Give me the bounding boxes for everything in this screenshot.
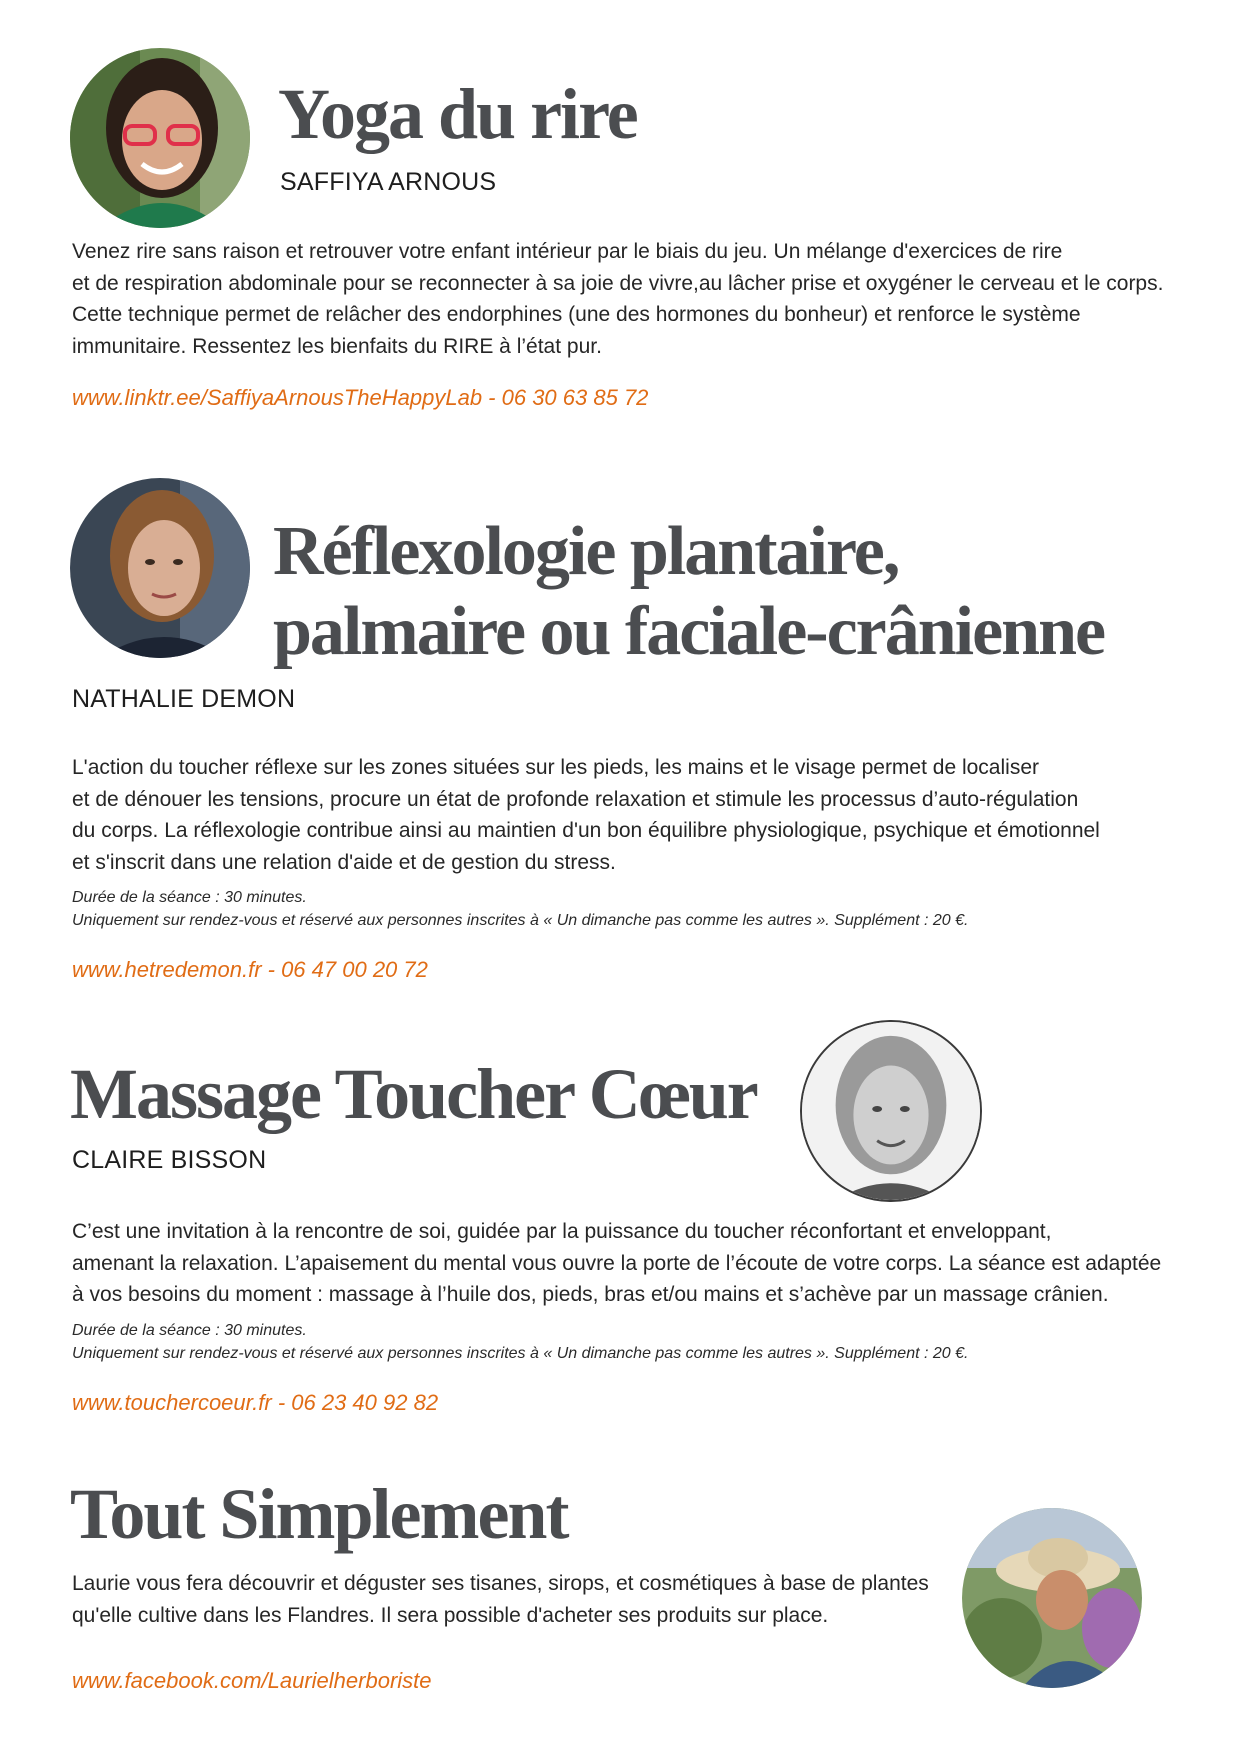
portrait-image: [962, 1508, 1142, 1688]
session-conditions: Uniquement sur rendez-vous et réservé aux personnes inscrites à « Un dimanche pas comme les autres ». Supplément : 20 €.: [72, 1345, 969, 1362]
description-line: à vos besoins du moment : massage à l’huile dos, pieds, bras et/ou mains et s’achève par un massage crânien.: [72, 1283, 1109, 1306]
portrait-image: [802, 1022, 980, 1200]
contact-link[interactable]: www.touchercoeur.fr - 06 23 40 92 82: [72, 1390, 439, 1415]
session-duration: Durée de la séance : 30 minutes.: [72, 1322, 307, 1339]
description-line: du corps. La réflexologie contribue ainsi au maintien d'un bon équilibre physiologique, psychique et émotionnel: [72, 819, 1100, 842]
section-description: [72, 752, 1182, 878]
contact-link[interactable]: www.hetredemon.fr - 06 47 00 20 72: [72, 957, 428, 982]
practitioner-name: CLAIRE BISSON: [72, 1146, 267, 1174]
description-line: C’est une invitation à la rencontre de soi, guidée par la puissance du toucher réconfortant et enveloppant,: [72, 1220, 1052, 1243]
portrait-image: [70, 48, 250, 228]
description-line: Venez rire sans raison et retrouver votre enfant intérieur par le biais du jeu. Un mélange d'exercices de rire: [72, 240, 1063, 263]
practitioner-name: NATHALIE DEMON: [72, 685, 296, 713]
contact-link[interactable]: www.facebook.com/Laurielherboriste: [72, 1668, 432, 1693]
portrait-photo-saffiya-arnous: [70, 48, 250, 228]
portrait-photo-laurie: [962, 1508, 1142, 1688]
description-line: et s'inscrit dans une relation d'aide et de gestion du stress.: [72, 850, 616, 874]
title-line: Réflexologie plantaire,: [273, 513, 899, 590]
section-description: [72, 1216, 1182, 1311]
description-line: amenant la relaxation. L’apaisement du mental vous ouvre la porte de l’écoute de votre corps. La séance est adaptée: [72, 1251, 1162, 1275]
session-notes: [72, 886, 1182, 932]
session-conditions: Uniquement sur rendez-vous et réservé aux personnes inscrites à « Un dimanche pas comme les autres ». Supplément : 20 €.: [72, 912, 969, 929]
description-line: et de dénouer les tensions, procure un état de profonde relaxation et stimule les processus d’auto-régulation: [72, 787, 1079, 811]
description-line: Laurie vous fera découvrir et déguster ses tisanes, sirops, et cosmétiques à base de plantes: [72, 1572, 929, 1595]
description-line: L'action du toucher réflexe sur les zones situées sur les pieds, les mains et le visage permet de localiser: [72, 756, 1039, 779]
section-title-tout-simplement: Tout Simplement: [70, 1474, 568, 1554]
description-line: qu'elle cultive dans les Flandres. Il sera possible d'acheter ses produits sur place.: [72, 1603, 829, 1627]
description-line: immunitaire. Ressentez les bienfaits du RIRE à l’état pur.: [72, 334, 602, 358]
contact-link[interactable]: www.linktr.ee/SaffiyaArnousTheHappyLab - 06 30 63 85 72: [72, 385, 649, 410]
section-title-yoga-du-rire: Yoga du rire: [278, 74, 637, 154]
session-notes: [72, 1319, 1182, 1365]
practitioner-name: SAFFIYA ARNOUS: [280, 168, 497, 196]
section-title-massage-toucher-coeur: Massage Toucher Cœur: [70, 1054, 757, 1134]
section-description: [72, 236, 1182, 362]
portrait-image: [70, 478, 250, 658]
section-description: [72, 1568, 952, 1631]
portrait-photo-nathalie-demon: [70, 478, 250, 658]
description-line: et de respiration abdominale pour se reconnecter à sa joie de vivre,au lâcher prise et oxygéner le cerveau et le corps.: [72, 271, 1164, 295]
description-line: Cette technique permet de relâcher des endorphines (une des hormones du bonheur) et renforce le système: [72, 303, 1081, 326]
portrait-photo-claire-bisson: [800, 1020, 982, 1202]
section-title-reflexologie: [273, 512, 1104, 672]
session-duration: Durée de la séance : 30 minutes.: [72, 889, 307, 906]
title-line: palmaire ou faciale-crânienne: [273, 593, 1105, 670]
